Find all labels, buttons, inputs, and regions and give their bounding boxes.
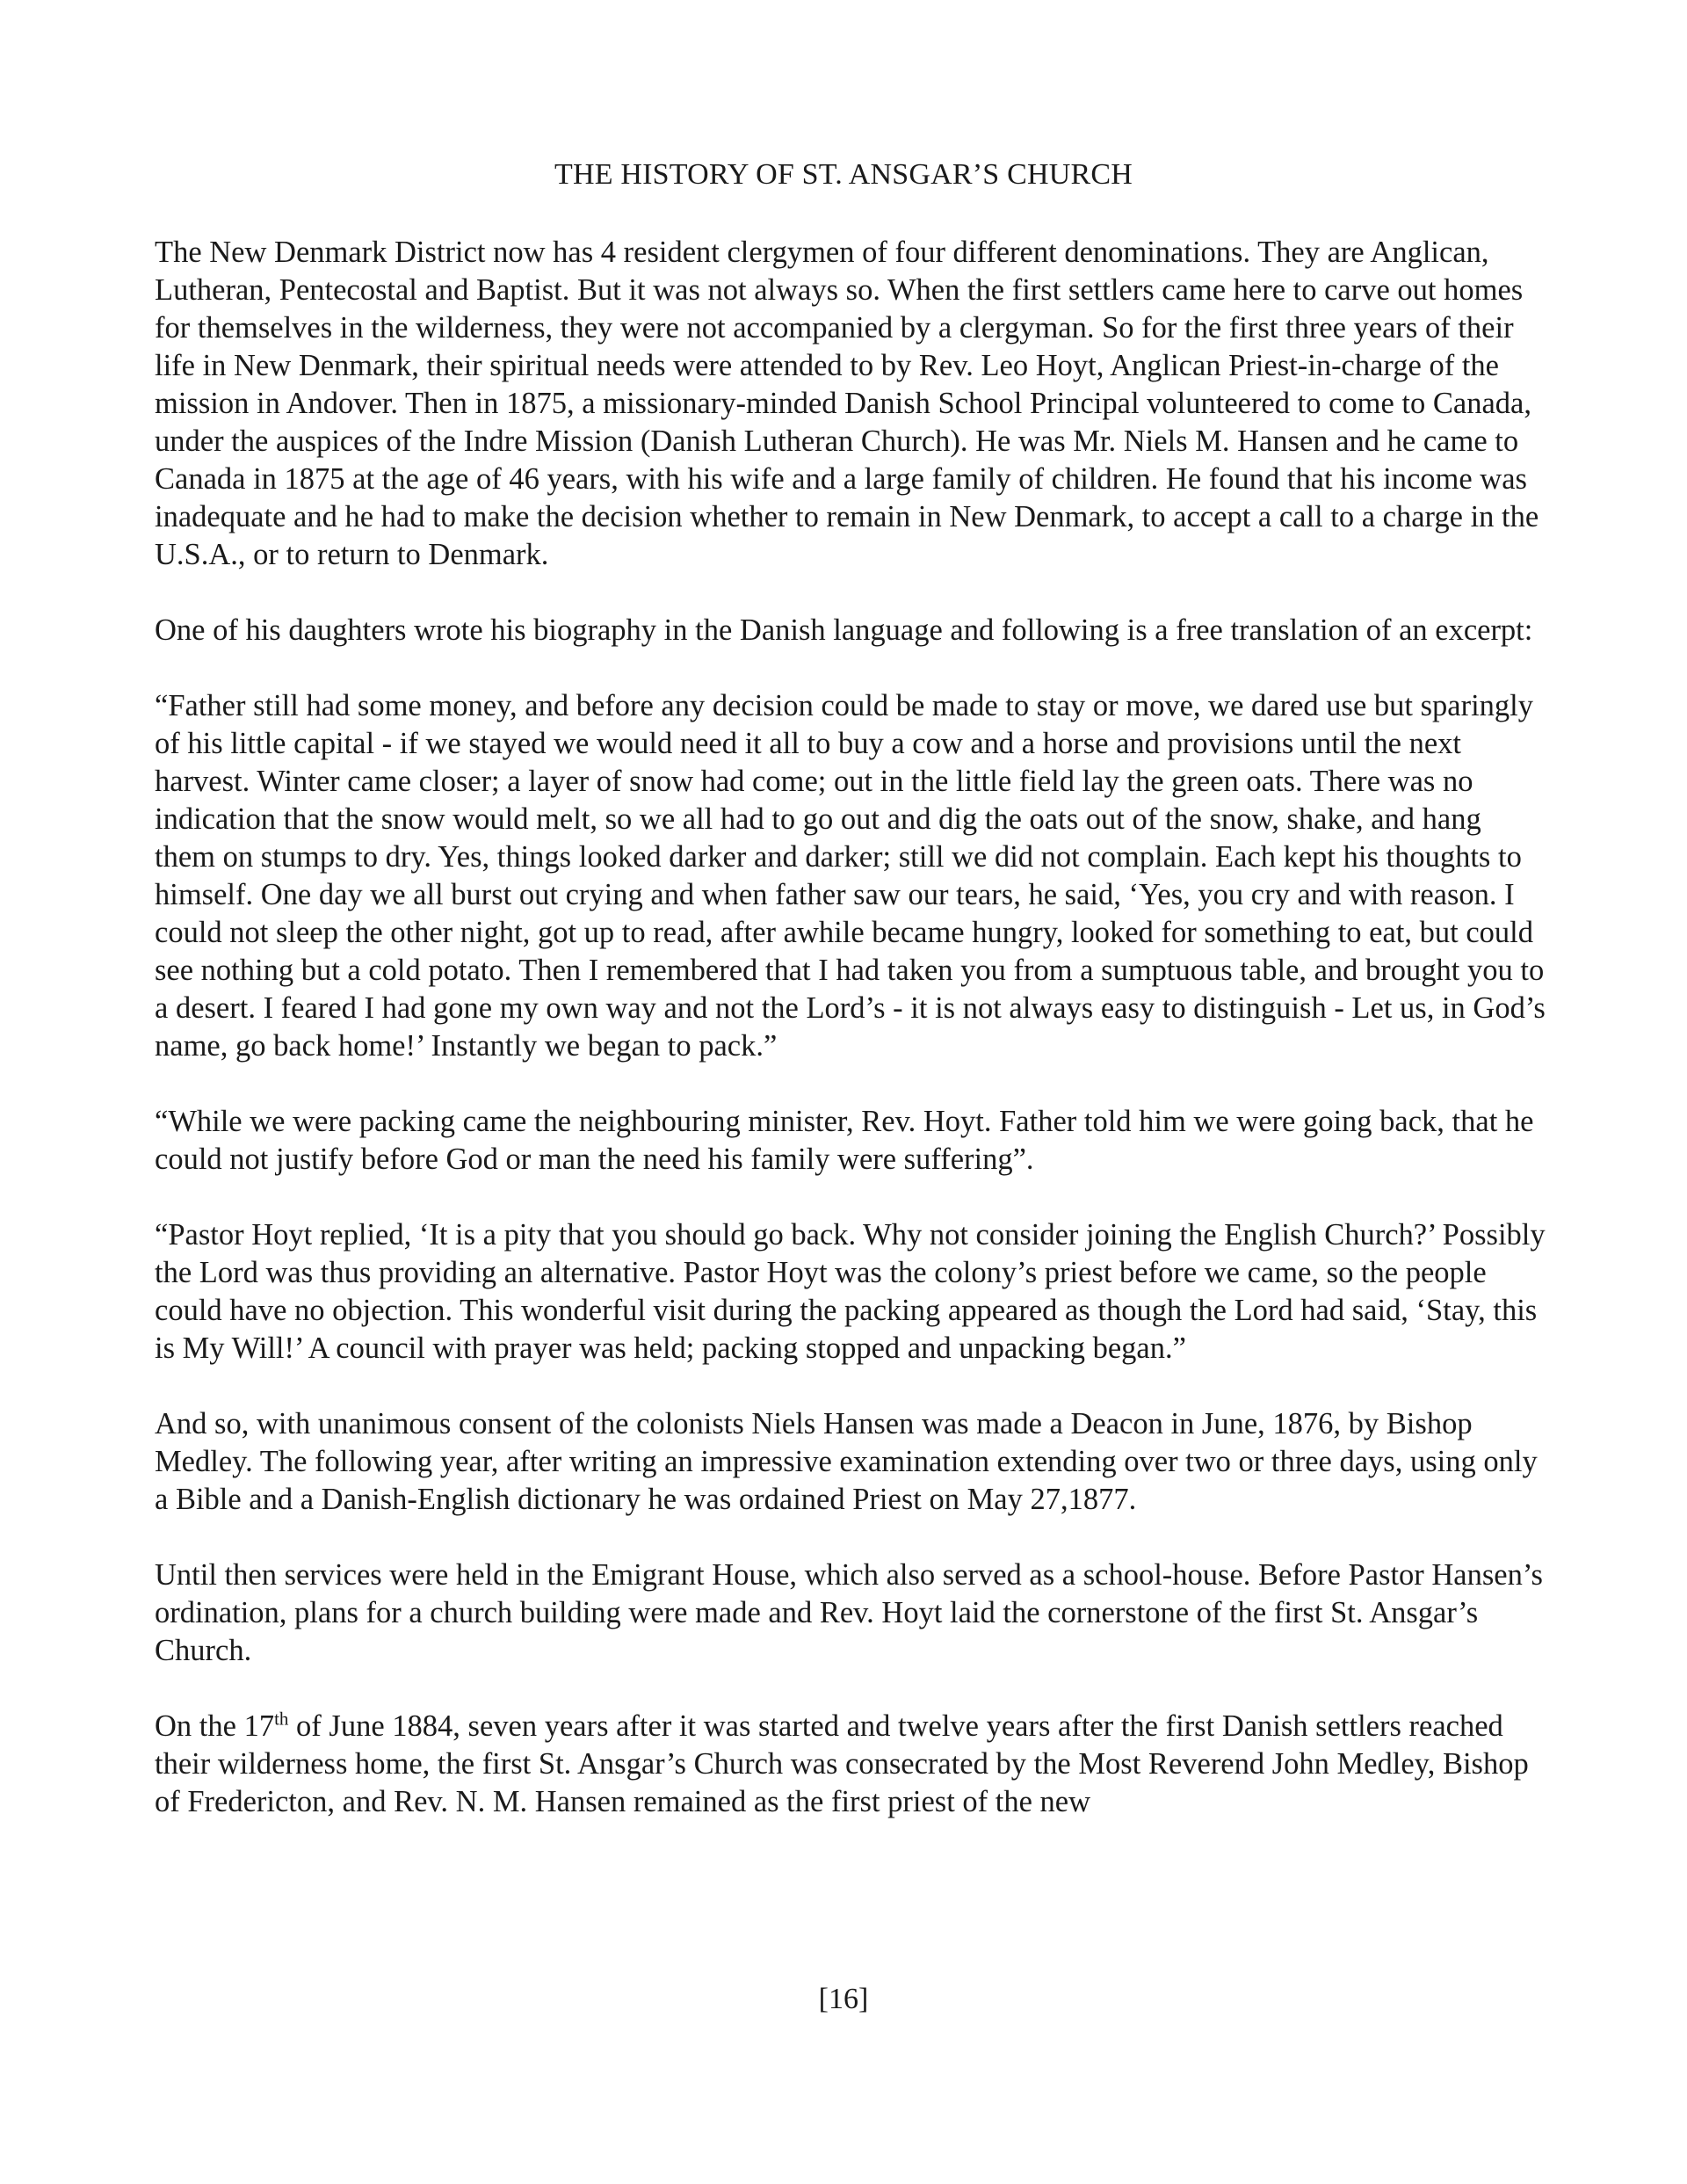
consecration-lead: On the 17 — [155, 1709, 275, 1743]
page-title: THE HISTORY OF ST. ANSGAR’S CHURCH — [554, 158, 1133, 191]
paragraph-consecration — [155, 1708, 1548, 1821]
paragraph-ordination: And so, with unanimous consent of the colonists Niels Hansen was made a Deacon in June, 1876, by Bishop Medley. The following year, after writing an impressive examination extending over two or three days, using only a Bible and a Danish-English dictionary he was ordained Priest on May 27,1877. — [155, 1407, 1538, 1516]
page-number: [16] — [818, 1983, 869, 2015]
consecration-rest: of June 1884, seven years after it was started and twelve years after the first Danish settlers reached their wilderness home, the first St. Ansgar’s Church was consecrated by the Most Reverend John Medley, Bishop of Fredericton, and Rev. N. M. Hansen remained as the first priest of the new — [155, 1709, 1529, 1818]
body-text — [155, 234, 1548, 1821]
paragraph-biography-note: One of his daughters wrote his biography in the Danish language and following is a free translation of an excerpt: — [155, 613, 1533, 647]
paragraph-quote-pastor-hoyt: “Pastor Hoyt replied, ‘It is a pity that you should go back. Why not consider joining the English Church?’ Possibly the Lord was thus providing an alternative. Pastor Hoyt was the colony’s priest before we came, so the people could have no objection. This wonderful visit during the packing appeared as though the Lord had said, ‘Stay, this is My Will!’ A council with prayer was held; packing stopped and unpacking began.” — [155, 1218, 1546, 1365]
ordinal-superscript: th — [274, 1708, 289, 1730]
paragraph-quote-packing: “While we were packing came the neighbouring minister, Rev. Hoyt. Father told him we were going back, that he could not justify before God or man the need his family were suffering”. — [155, 1105, 1534, 1176]
paragraph-intro: The New Denmark District now has 4 resident clergymen of four different denominations. They are Anglican, Lutheran, Pentecostal and Baptist. But it was not always so. When the first settlers came here to carve out homes for themselves in the wilderness, they were not accompanied by a clergyman. So for the first three years of their life in New Denmark, their spiritual needs were attended to by Rev. Leo Hoyt, Anglican Priest-in-charge of the mission in Andover. Then in 1875, a missionary-minded Danish School Principal volunteered to come to Canada, under the auspices of the Indre Mission (Danish Lutheran Church). He was Mr. Niels M. Hansen and he came to Canada in 1875 at the age of 46 years, with his wife and a large family of children. He found that his income was inadequate and he had to make the decision whether to remain in New Denmark, to accept a call to a charge in the U.S.A., or to return to Denmark. — [155, 236, 1539, 571]
paragraph-emigrant-house: Until then services were held in the Emigrant House, which also served as a school-house. Before Pastor Hansen’s ordination, plans for a church building were made and Rev. Hoyt laid the cornerstone of the first St. Ansgar’s Church. — [155, 1558, 1543, 1667]
paragraph-quote-winter: “Father still had some money, and before any decision could be made to stay or move, we dared use but sparingly of his little capital - if we stayed we would need it all to buy a cow and a horse and provisions until the next harvest. Winter came closer; a layer of snow had come; out in the little field lay the green oats. There was no indication that the snow would melt, so we all had to go out and dig the oats out of the snow, shake, and hang them on stumps to dry. Yes, things looked darker and darker; still we did not complain. Each kept his thoughts to himself. One day we all burst out crying and when father saw our tears, he said, ‘Yes, you cry and with reason. I could not sleep the other night, got up to read, after awhile became hungry, looked for something to eat, but could see nothing but a cold potato. Then I remembered that I had taken you from a sumptuous table, and brought you to a desert. I feared I had gone my own way and not the Lord’s - it is not always easy to distinguish - Let us, in God’s name, go back home!’ Instantly we began to pack.” — [155, 689, 1546, 1063]
